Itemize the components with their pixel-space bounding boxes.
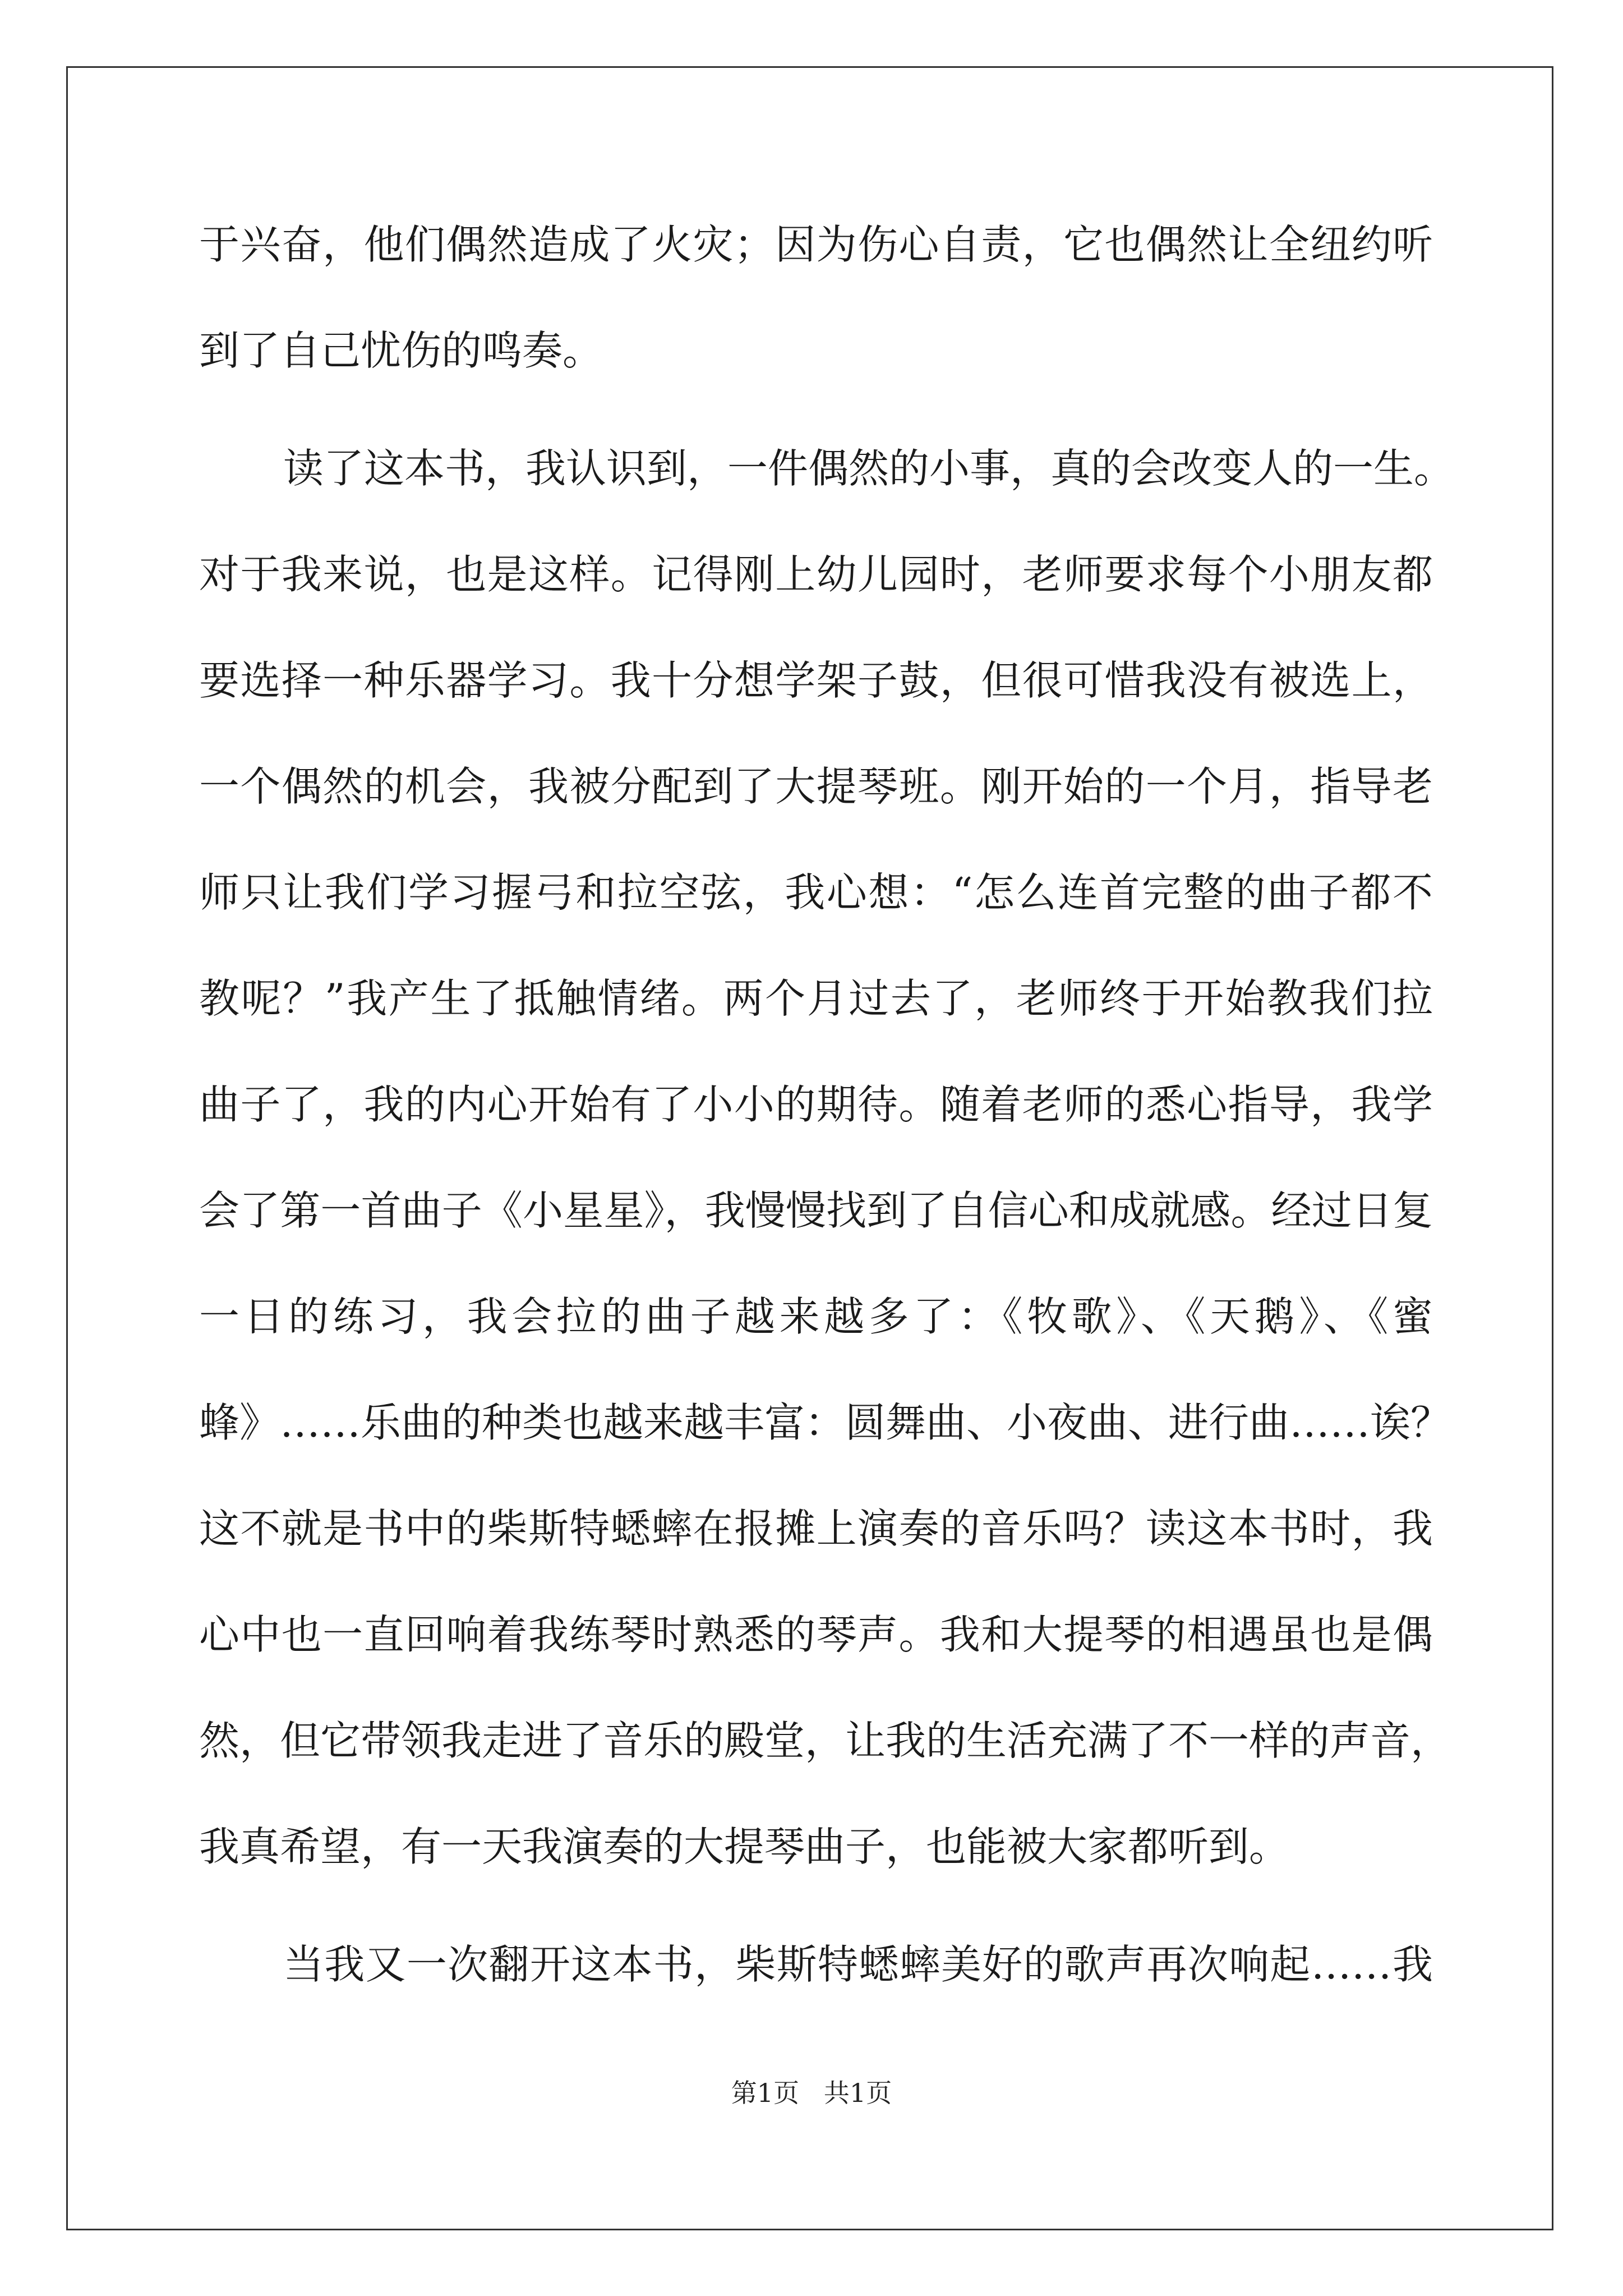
text-line: 师只让我们学习握弓和拉空弦，我心想：“怎么连首完整的曲子都不 [199,869,1433,916]
text-line: 于兴奋，他们偶然造成了火灾；因为伤心自责，它也偶然让全纽约听 [199,221,1433,268]
text-line: 蜂》……乐曲的种类也越来越丰富：圆舞曲、小夜曲、进行曲……诶？ [199,1399,1451,1446]
text-line: 这不就是书中的柴斯特蟋蟀在报摊上演奏的音乐吗？读这本书时，我 [199,1505,1433,1552]
paragraph-2 [199,445,1455,1932]
text-line: 对于我来说，也是这样。记得刚上幼儿园时，老师要求每个小朋友都 [199,551,1433,598]
text-line: 一个偶然的机会，我被分配到了大提琴班。刚开始的一个月，指导老 [199,763,1433,810]
paragraph-3 [199,1941,1433,2050]
text-line: 到了自己忧伤的鸣奏。 [199,327,603,374]
text-line: 曲子了，我的内心开始有了小小的期待。随着老师的悉心指导，我学 [199,1081,1433,1128]
text-line: 会了第一首曲子《小星星》，我慢慢找到了自信心和成就感。经过日复 [199,1187,1433,1234]
text-line: 教呢？”我产生了抵触情绪。两个月过去了，老师终于开始教我们拉 [199,975,1433,1022]
text-line: 读了这本书，我认识到，一件偶然的小事，真的会改变人的一生。 [283,445,1455,492]
text-line: 一日的练习，我会拉的曲子越来越多了：《牧歌》、《天鹅》、《蜜 [199,1293,1433,1340]
text-line: 要选择一种乐器学习。我十分想学架子鼓，但很可惜我没有被选上， [199,657,1433,704]
text-line: 我真希望，有一天我演奏的大提琴曲子，也能被大家都听到。 [199,1823,1290,1870]
document-body [199,221,1455,2050]
text-line: 当我又一次翻开这本书，柴斯特蟋蟀美好的歌声再次响起……我 [283,1941,1433,1988]
paragraph-1 [199,221,1433,436]
text-line: 然，但它带领我走进了音乐的殿堂，让我的生活充满了不一样的声音， [199,1717,1451,1764]
page-number-footer: 第1页 共1页 [731,2078,892,2108]
text-line: 心中也一直回响着我练琴时熟悉的琴声。我和大提琴的相遇虽也是偶 [199,1611,1433,1658]
